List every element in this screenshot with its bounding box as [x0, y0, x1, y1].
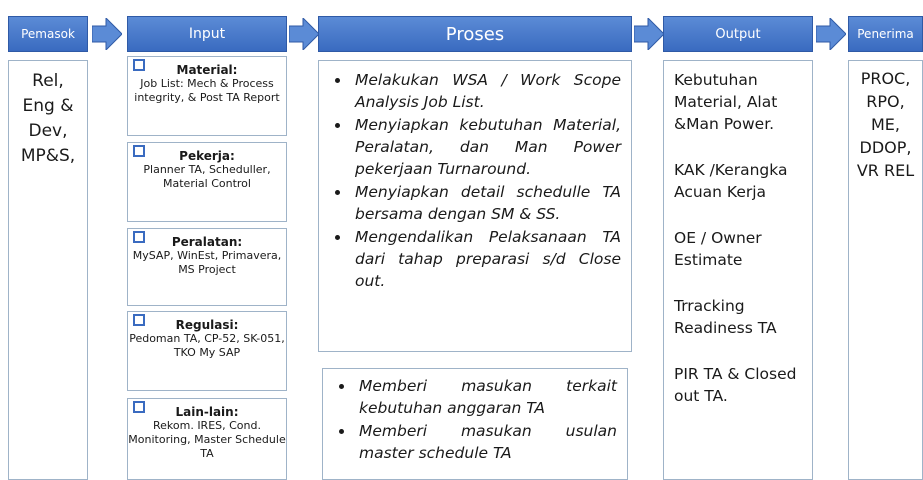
penerima-item: VR REL [856, 161, 915, 180]
input-text: Rekom. IRES, Cond. Monitoring, Master Schedule TA [128, 419, 286, 460]
header-output-label: Output [715, 26, 761, 42]
proses-secondary-list [323, 375, 617, 464]
input-title: Peralatan: [171, 235, 243, 249]
penerima-item: PROC, [860, 69, 911, 88]
proses-main-box [318, 60, 632, 352]
proses-item: • Menyiapkan kebutuhan Material, Peralatan, dan Man Power pekerjaan Turnaround. [351, 114, 621, 180]
pemasok-item: Dev, [28, 121, 68, 141]
arrow-right-icon [634, 18, 664, 50]
header-pemasok [8, 16, 88, 52]
penerima-item: ME, [871, 115, 900, 134]
input-box-lain-lain [127, 398, 287, 480]
proses-item: • Memberi masukan terkait kebutuhan anggaran TA [355, 375, 617, 419]
input-title: Pekerja: [179, 149, 235, 163]
proses-item: • Mengendalikan Pelaksanaan TA dari tahap preparasi s/d Close out. [351, 226, 621, 292]
header-penerima [848, 16, 923, 52]
pemasok-item: Rel, [32, 71, 64, 91]
arrow-right-icon [289, 18, 319, 50]
input-title: Regulasi: [175, 318, 239, 332]
pemasok-item: MP&S, [20, 146, 76, 166]
input-box-material [127, 56, 287, 136]
checkbox-icon [133, 231, 145, 243]
output-item: KAK /Kerangka Acuan Kerja [674, 161, 788, 201]
output-item: PIR TA & Closed out TA. [674, 365, 797, 405]
arrow-right-icon [92, 18, 122, 50]
proses-item: • Menyiapkan detail schedulle TA bersama dengan SM & SS. [351, 181, 621, 225]
input-box-pekerja [127, 142, 287, 222]
input-box-regulasi [127, 311, 287, 391]
input-text: Planner TA, Scheduller, Material Control [143, 163, 271, 190]
checkbox-icon [133, 145, 145, 157]
header-pemasok-label: Pemasok [21, 27, 75, 41]
output-box [663, 60, 813, 480]
proses-secondary-box [322, 368, 628, 480]
penerima-item: DDOP, [859, 138, 912, 157]
input-text: Pedoman TA, CP-52, SK-051, TKO My SAP [129, 332, 285, 359]
input-text: Job List: Mech & Process integrity, & Post TA Report [134, 77, 280, 104]
arrow-right-icon [816, 18, 846, 50]
header-input [127, 16, 287, 52]
header-output [663, 16, 813, 52]
output-item: Kebutuhan Material, Alat &Man Power. [674, 71, 778, 133]
input-title: Lain-lain: [175, 405, 239, 419]
pemasok-box [8, 60, 88, 480]
input-box-peralatan [127, 228, 287, 306]
header-input-label: Input [188, 26, 226, 42]
output-item: Trracking Readiness TA [674, 297, 777, 337]
pemasok-item: Eng & [22, 96, 74, 116]
proses-item: • Memberi masukan usulan master schedule TA [355, 420, 617, 464]
penerima-box [848, 60, 923, 480]
proses-item: • Melakukan WSA / Work Scope Analysis Job List. [351, 69, 621, 113]
checkbox-icon [133, 401, 145, 413]
checkbox-icon [133, 59, 145, 71]
header-penerima-label: Penerima [857, 27, 914, 41]
penerima-item: RPO, [866, 92, 905, 111]
proses-main-list [319, 69, 621, 292]
output-item: OE / Owner Estimate [674, 229, 762, 269]
checkbox-icon [133, 314, 145, 326]
header-proses-label: Proses [445, 23, 505, 45]
input-title: Material: [176, 63, 238, 77]
header-proses [318, 16, 632, 52]
input-text: MySAP, WinEst, Primavera, MS Project [132, 249, 282, 276]
